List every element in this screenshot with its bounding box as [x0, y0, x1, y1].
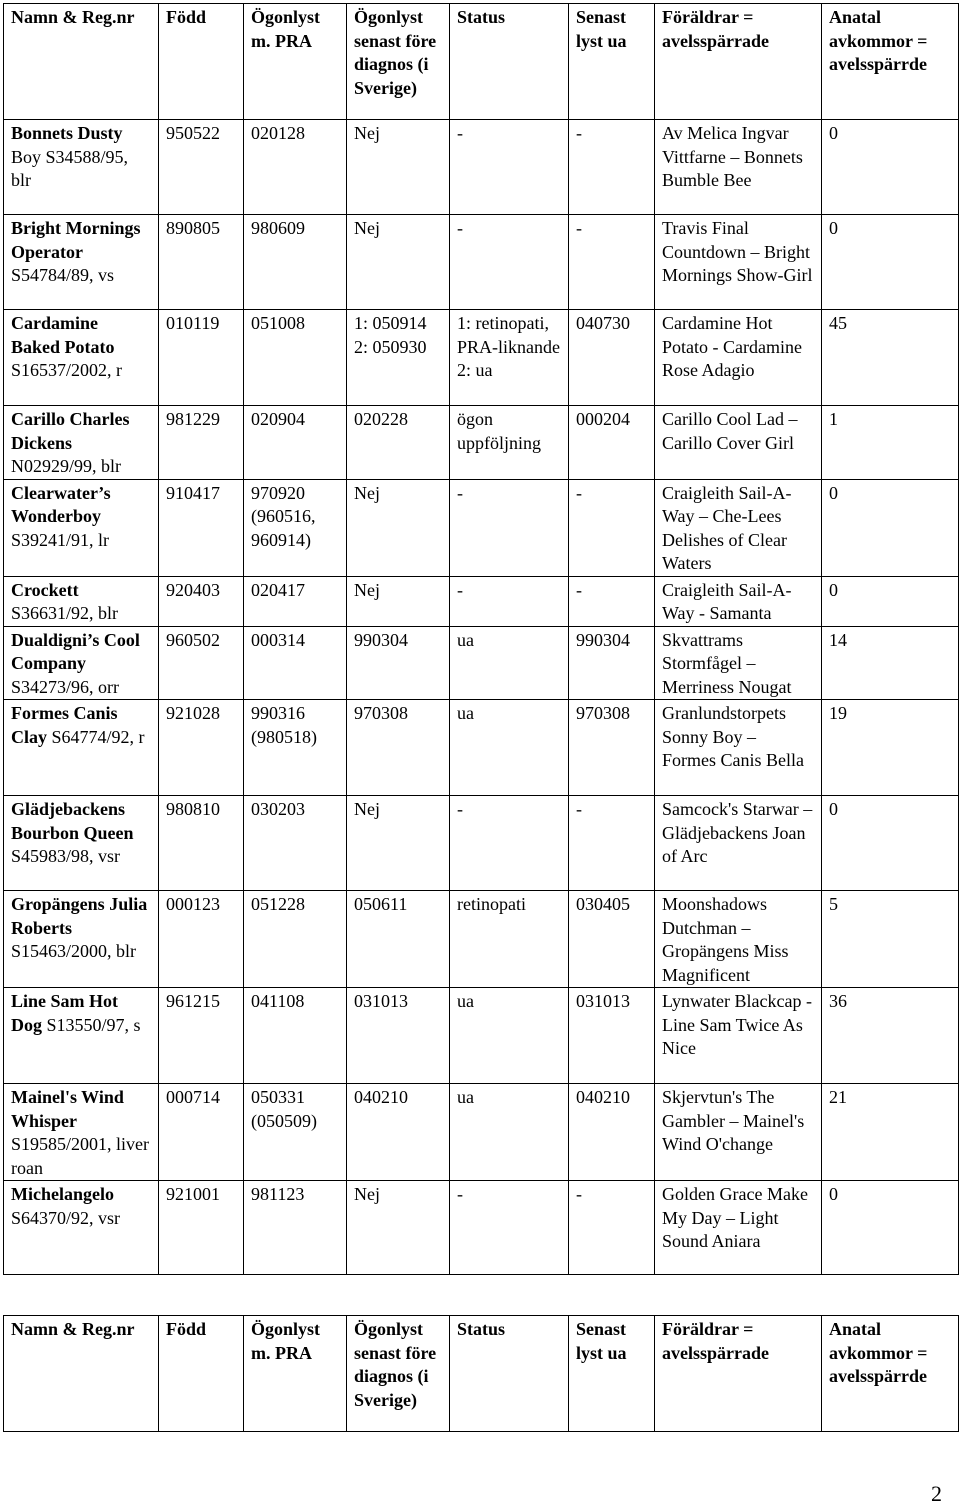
birth-date-cell: 910417 [159, 479, 244, 576]
offspring-count-cell: 0 [822, 479, 959, 576]
parents-cell: Lynwater Blackcap - Line Sam Twice As Nice [655, 988, 822, 1084]
header-name: Namn & Reg.nr [4, 1316, 159, 1432]
offspring-count-cell: 0 [822, 120, 959, 215]
header-parents: Föräldrar = avelsspärrade [655, 4, 822, 120]
header-lyst: Senast lyst ua [569, 4, 655, 120]
header-name: Namn & Reg.nr [4, 4, 159, 120]
dog-name-cell [4, 479, 159, 576]
dog-name-cell [4, 120, 159, 215]
eye-test-before-diagnosis-cell: Nej [347, 796, 450, 891]
offspring-count-cell: 1 [822, 406, 959, 480]
dog-registration: S16537/2002, r [11, 360, 123, 380]
offspring-count-cell: 36 [822, 988, 959, 1084]
eye-test-pra-cell: 050331 (050509) [244, 1084, 347, 1181]
last-tested-cell: 030405 [569, 891, 655, 988]
birth-date-cell: 921028 [159, 700, 244, 796]
status-cell: 1: retinopati, PRA-liknande 2: ua [450, 310, 569, 406]
eye-test-before-diagnosis-cell: 050611 [347, 891, 450, 988]
eye-test-pra-cell: 020904 [244, 406, 347, 480]
offspring-count-cell: 0 [822, 796, 959, 891]
header-fodd: Född [159, 4, 244, 120]
page-number: 2 [931, 1480, 942, 1506]
dog-name-cell [4, 576, 159, 626]
header-count: Anatal avkommor = avelsspärrde [822, 1316, 959, 1432]
parents-cell: Av Melica Ingvar Vittfarne – Bonnets Bumble Bee [655, 120, 822, 215]
last-tested-cell: 031013 [569, 988, 655, 1084]
status-cell: ua [450, 988, 569, 1084]
eye-test-before-diagnosis-cell: 990304 [347, 626, 450, 700]
status-cell: ögon uppföljning [450, 406, 569, 480]
header-parents: Föräldrar = avelsspärrade [655, 1316, 822, 1432]
dog-name-cell [4, 626, 159, 700]
last-tested-cell: - [569, 479, 655, 576]
dog-name-cell [4, 406, 159, 480]
parents-cell: Craigleith Sail-A-Way - Samanta [655, 576, 822, 626]
dog-name: Formes Canis Clay [11, 703, 118, 747]
dog-registration: S39241/91, lr [11, 529, 110, 550]
status-cell: ua [450, 626, 569, 700]
dog-registration: S45983/98, vsr [11, 846, 121, 866]
breeding-table [3, 3, 959, 1275]
offspring-count-cell: 19 [822, 700, 959, 796]
table-row [4, 988, 959, 1084]
dog-registration: S64370/92, vsr [11, 1207, 121, 1228]
header-senast: Ögonlyst senast före diagnos (i Sverige) [347, 1316, 450, 1432]
header-status: Status [450, 1316, 569, 1432]
birth-date-cell: 000123 [159, 891, 244, 988]
dog-name: Gropängens Julia Roberts [11, 894, 148, 938]
header-lyst: Senast lyst ua [569, 1316, 655, 1432]
dog-name-cell [4, 891, 159, 988]
dog-name-cell [4, 1181, 159, 1275]
offspring-count-cell: 21 [822, 1084, 959, 1181]
table-row [4, 215, 959, 310]
table-row [4, 1181, 959, 1275]
birth-date-cell: 950522 [159, 120, 244, 215]
eye-test-before-diagnosis-cell: 020228 [347, 406, 450, 480]
eye-test-pra-cell: 980609 [244, 215, 347, 310]
offspring-count-cell: 0 [822, 215, 959, 310]
last-tested-cell: 040210 [569, 1084, 655, 1181]
table-row [4, 310, 959, 406]
table-row [4, 891, 959, 988]
eye-test-before-diagnosis-cell: Nej [347, 1181, 450, 1275]
offspring-count-cell: 0 [822, 1181, 959, 1275]
last-tested-cell: 970308 [569, 700, 655, 796]
dog-registration: S64774/92, r [51, 726, 145, 747]
table-row [4, 796, 959, 891]
dog-name-cell [4, 310, 159, 406]
eye-test-pra-cell: 970920 (960516, 960914) [244, 479, 347, 576]
birth-date-cell: 010119 [159, 310, 244, 406]
parents-cell: Moonshadows Dutchman – Gropängens Miss Magnificent [655, 891, 822, 988]
dog-name: Cardamine Baked Potato [11, 313, 115, 357]
dog-registration: S19585/2001, liver roan [11, 1134, 149, 1178]
birth-date-cell: 981229 [159, 406, 244, 480]
offspring-count-cell: 0 [822, 576, 959, 626]
eye-test-pra-cell: 000314 [244, 626, 347, 700]
status-cell: - [450, 1181, 569, 1275]
eye-test-before-diagnosis-cell: 040210 [347, 1084, 450, 1181]
header-count: Anatal avkommor = avelsspärrde [822, 4, 959, 120]
eye-test-pra-cell: 020128 [244, 120, 347, 215]
table-row [4, 479, 959, 576]
dog-registration: S36631/92, blr [11, 603, 119, 623]
eye-test-pra-cell: 051228 [244, 891, 347, 988]
table-row [4, 120, 959, 215]
dog-registration: S15463/2000, blr [11, 941, 137, 961]
birth-date-cell: 890805 [159, 215, 244, 310]
repeated-header-row [4, 1316, 959, 1432]
dog-name: Clearwater’s Wonderboy [11, 482, 111, 526]
dog-name: Carillo Charles Dickens [11, 409, 130, 453]
dog-name: Bright Mornings Operator [11, 218, 141, 262]
birth-date-cell: 000714 [159, 1084, 244, 1181]
eye-test-pra-cell: 981123 [244, 1181, 347, 1275]
eye-test-pra-cell: 041108 [244, 988, 347, 1084]
status-cell: - [450, 479, 569, 576]
parents-cell: Samcock's Starwar – Glädjebackens Joan of Arc [655, 796, 822, 891]
dog-name: Line Sam Hot Dog [11, 991, 119, 1035]
header-pra: Ögonlyst m. PRA [244, 1316, 347, 1432]
last-tested-cell: - [569, 796, 655, 891]
offspring-count-cell: 5 [822, 891, 959, 988]
last-tested-cell: - [569, 215, 655, 310]
table-row [4, 406, 959, 480]
header-status: Status [450, 4, 569, 120]
eye-test-before-diagnosis-cell: Nej [347, 120, 450, 215]
status-cell: - [450, 576, 569, 626]
birth-date-cell: 980810 [159, 796, 244, 891]
parents-cell: Travis Final Countdown – Bright Mornings Show-Girl [655, 215, 822, 310]
dog-name-cell [4, 1084, 159, 1181]
birth-date-cell: 960502 [159, 626, 244, 700]
parents-cell: Craigleith Sail-A-Way – Che-Lees Delishes of Clear Waters [655, 479, 822, 576]
dog-name: Crockett [11, 579, 79, 600]
dog-registration: S54784/89, vs [11, 265, 115, 285]
dog-name-cell [4, 796, 159, 891]
status-cell: - [450, 215, 569, 310]
table-row [4, 1084, 959, 1181]
dog-registration: Boy S34588/95, blr [11, 146, 129, 190]
last-tested-cell: - [569, 1181, 655, 1275]
eye-test-pra-cell: 990316 (980518) [244, 700, 347, 796]
dog-registration: N02929/99, blr [11, 456, 121, 476]
header-pra: Ögonlyst m. PRA [244, 4, 347, 120]
status-cell: - [450, 796, 569, 891]
last-tested-cell: 990304 [569, 626, 655, 700]
parents-cell: Skjervtun's The Gambler – Mainel's Wind O'change [655, 1084, 822, 1181]
header-fodd: Född [159, 1316, 244, 1432]
eye-test-before-diagnosis-cell: 031013 [347, 988, 450, 1084]
table-row [4, 700, 959, 796]
parents-cell: Cardamine Hot Potato - Cardamine Rose Adagio [655, 310, 822, 406]
eye-test-before-diagnosis-cell: Nej [347, 215, 450, 310]
header-senast: Ögonlyst senast före diagnos (i Sverige) [347, 4, 450, 120]
parents-cell: Golden Grace Make My Day – Light Sound Aniara [655, 1181, 822, 1275]
status-cell: - [450, 120, 569, 215]
status-cell: retinopati [450, 891, 569, 988]
birth-date-cell: 921001 [159, 1181, 244, 1275]
dog-name: Michelangelo [11, 1184, 114, 1204]
last-tested-cell: - [569, 576, 655, 626]
dog-name: Bonnets Dusty [11, 123, 123, 143]
eye-test-pra-cell: 051008 [244, 310, 347, 406]
header-row [4, 4, 959, 120]
dog-name-cell [4, 215, 159, 310]
last-tested-cell: 000204 [569, 406, 655, 480]
parents-cell: Granlundstorpets Sonny Boy – Formes Canis Bella [655, 700, 822, 796]
dog-name: Mainel's Wind Whisper [11, 1087, 124, 1131]
dog-registration: S13550/97, s [46, 1014, 141, 1035]
last-tested-cell: - [569, 120, 655, 215]
eye-test-before-diagnosis-cell: 1: 050914 2: 050930 [347, 310, 450, 406]
parents-cell: Skvattrams Stormfågel – Merriness Nougat [655, 626, 822, 700]
eye-test-before-diagnosis-cell: 970308 [347, 700, 450, 796]
status-cell: ua [450, 700, 569, 796]
table-row [4, 626, 959, 700]
parents-cell: Carillo Cool Lad – Carillo Cover Girl [655, 406, 822, 480]
birth-date-cell: 920403 [159, 576, 244, 626]
offspring-count-cell: 14 [822, 626, 959, 700]
eye-test-before-diagnosis-cell: Nej [347, 479, 450, 576]
repeated-header-table [3, 1315, 959, 1432]
dog-registration: S34273/96, orr [11, 676, 119, 697]
table-row [4, 576, 959, 626]
dog-name: Glädjebackens Bourbon Queen [11, 799, 134, 843]
eye-test-pra-cell: 020417 [244, 576, 347, 626]
offspring-count-cell: 45 [822, 310, 959, 406]
dog-name: Dualdigni’s Cool Company [11, 629, 140, 673]
dog-name-cell [4, 700, 159, 796]
dog-name-cell [4, 988, 159, 1084]
eye-test-before-diagnosis-cell: Nej [347, 576, 450, 626]
eye-test-pra-cell: 030203 [244, 796, 347, 891]
status-cell: ua [450, 1084, 569, 1181]
last-tested-cell: 040730 [569, 310, 655, 406]
birth-date-cell: 961215 [159, 988, 244, 1084]
